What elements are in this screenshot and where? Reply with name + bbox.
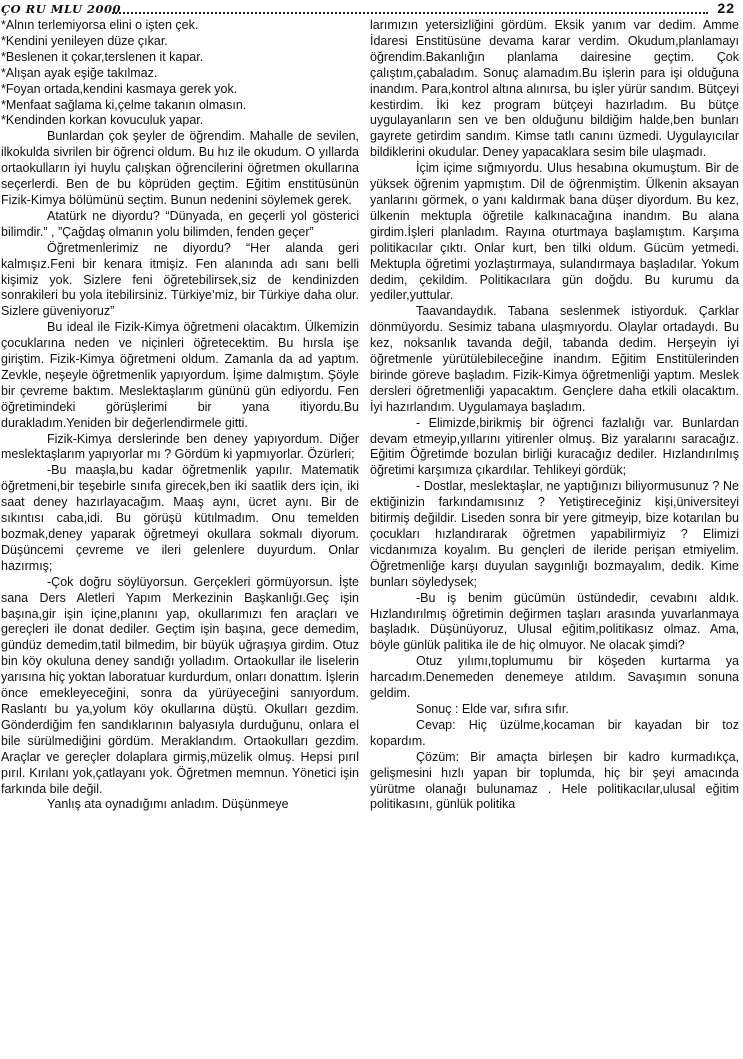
paragraph: Fizik-Kimya derslerinde ben deney yapıyordum. Diğer meslektaşlarım yapıyorlar mı ? Gördüm ki yapmıyorlar. Özürleri; <box>1 431 359 462</box>
paragraph: Bu ideal ile Fizik-Kimya öğretmeni olacaktım. Ülkemizin çocuklarına neden ve niçinleri öğretecektim. Bu hırsla işe giriştim. Fizik-Kimya öğretmeni oldum. Zamanla da ad yaptım. Zevkle, neşeyle öğretmenlik yapıyordum. İşime dalmıştım. Şöyle bir çevreme baktım. Meslektaşlarım gününü gün ediyordu. Fen öğretimindeki görüşlerimi bir yana itiyordu.Bu durakladım.Yeniden bir değerlendirmele gitti. <box>1 320 359 430</box>
page-number: 22 <box>717 0 735 16</box>
paragraph: Taavandaydık. Tabana seslenmek istiyorduk. Çarklar dönmüyordu. Sesimiz tabana ulaşmıyordu. Olaylar ortadaydı. Bu kez, noksanlık tavanda değil, tabanda dedim. Herşeyin iyi öğretmenle yürütülebileceğine inandım. Eğitim Enstitülerinden birinde göreve başladım. Fizik-Kimya öğretmenliği yaptım. Meslek dersleri öğretmenliği yapacaktım. Gençlere daha etkili olacaktım. İyi hazırlandım. Uygulamaya başladım. <box>370 304 739 414</box>
paragraph: *Alışan ayak eşiğe takılmaz. <box>1 65 158 80</box>
paragraph: Yanlış ata oynadığımı anladım. Düşünmeye <box>47 797 289 812</box>
paragraph: Bunlardan çok şeyler de öğrendim. Mahalle de sevilen, ilkokulda sivrilen bir öğrenci oldum. Bu hız ile okudum. O yıllarda ortaokulların iyi huylu çalışkan öğrencilerini öğretmen okullarına seçerlerdi. Ben de bu köprüden geçtim. Eğitim enstitüsünün Fizik-Kimya bölümünü seçtim. Bunun nedenini söylemek gerek. <box>1 129 359 207</box>
paragraph: -Bu iş benim gücümün üstündedir, cevabını aldık. Hızlandırılmış öğretimin değirmen taşları arasında yuvarlanmaya başladık. Düşünüyoruz, Ulusal eğitim,politikasız olmaz. Ama, böyle günlük palitika ile de hiç olmuyor. Ne olacak şimdi? <box>370 590 739 653</box>
paragraph: Öğretmenlerimiz ne diyordu? “Her alanda geri kalmışız.Feni bir kenara itmişiz. Fen alanında adı sanı belli kişimiz yok. Sizlere feni öğretebilirsek,siz de kendinizden sonrakileri bu yola itebilirsiniz. Türkiye’miz, bir Türkiye daha olur. Sizlere güveniyoruz” <box>1 240 359 319</box>
paragraph: Çözüm: Bir amaçta birleşen bir kadro kurmadıkça, gelişmesini hızlı yapan bir toplumda, hiç bir şeyi amacında yürütme olanağı bulunamaz . Hele politikacılar,ulusal eğitim politikasını, günlük politika <box>370 749 739 812</box>
page-header <box>0 0 743 20</box>
paragraph: larımızın yetersizliğini gördüm. Eksik yanım var dedim. Amme İdaresi Enstitüsüne devama karar verdim. Okudum,planlamayı öğrendim.Bakanlığın planlama dairesine geçtim. Çok çalıştım,çabaladım. Sonuç alamadım.Bu işlerin para işi olduğuna inandım. Para,kontrol altına alınırsa, bu işler yürür sandım. Bütçeyi kestirdim. İki kez program bütçeyi hazırladım. Bu bütçe uygulayanların sen ve ben olduğunu bildiğim halde,ben bunları gayrete getirdim sandım. Kimse tatlı canını üzmedi. Uygulayıcılar bildiklerini okudular. Deney yapacaklara sesim bile ulaşmadı. <box>370 18 739 160</box>
left-text-column <box>1 18 359 1058</box>
paragraph: *Alnın terlemiyorsa elini o işten çek. <box>1 18 199 32</box>
magazine-title: ÇO RU MLU 2000 <box>1 2 121 16</box>
paragraph: Otuz yılımı,toplumumu bir köşeden kurtarma ya harcadım.Denemeden denemeye atıldım. Savaşımın sonuna geldim. <box>370 654 739 701</box>
paragraph: -Bu maaşla,bu kadar öğretmenlik yapılır. Matematik öğretmeni,bir teşebirle sınıfa girecek,ben iki saatlik ders için, iki saat deney hazırlayacağım. Maaş aynı, ücret aynı. Bir de sıkıntısı caba,idi. Bu görüşü kütılmadım. Onu temelden bozmak,deney yaparak öğretmeyi okullara sokmalı diyorum. Düşüncemi çevreme ve ileri gelenlere duyurdum. Onlar hazırmış; <box>1 463 359 573</box>
paragraph: İçim içime sığmıyordu. Ulus hesabına okumuştum. Bir de yüksek öğrenim yapmıştım. Dil de öğrenmiştim. Ülkenin aksayan yanlarını görmek, o yanı kaldırmak bana düşer diyordum. Bu kez, ülkenin mektupla öğretile kalkınacağına inandım. Bu alana girdim.İşleri planladım. Rayına oturtmaya başlamıştım. Karşıma politikacılar çıktı. Onlar kurt, ben tilki oldum. Gücüm yetmedi. Mektupla öğretimi yozlaştırmaya, sulandırmaya başladılar. Yokum dedim, çekildim. Politikacılara gün doğdu. Bu kurumu da yediler,yuttular. <box>370 161 739 303</box>
paragraph: -Çok doğru söylüyorsun. Gerçekleri görmüyorsun. İşte sana Ders Aletleri Yapım Merkezinin Başkanlığı.Geç işin başına,gir işin içine,planını yap, okullarımızı fen araçları ve gereçleri ile donat dediler. Geçtim işin başına, gece demedim, gündüz demedim,tatil bilmedim, bir büyük uğraşıya girdim. Otuz bin köy okuluna deney sandığı yolladım. Ortaokullar ile liselerin yarısına hiç yoktan laboratuar kurdurdum, onları donattım. İşlerin önce emekleyeceğini, sonra da yürüyeceğini sanıyordum. Raslantı bu ya,yolum köy okullarına düştü. Okulları gezdim. Gönderdiğim fen sandıklarının balyasıyla durduğunu, onlara el bile sürülmediğini gördüm. Meraklandım. Ortaokulları gezdim. Araçlar ve gereçler dolaplara girmiş,müzelik olmuş. Hepsi pırıl pırıl. Kırılanı yok,çatlayanı yok. Öğretmen memnun. Yönetici işin farkında bile değil. <box>1 574 359 796</box>
paragraph: Cevap: Hiç üzülme,kocaman bir kayadan bir toz kopardım. <box>370 717 739 748</box>
paragraph: *Kendinden korkan kovuculuk yapar. <box>1 113 204 128</box>
paragraph: - Dostlar, meslektaşlar, ne yaptığınızı biliyormusunuz ? Ne ektiğinizin farkındamısınız ? Yetiştireceğiniz kişi,üniversiteyi bitirmiş değildir. Liseden sonra bir yere gitmeyip, bize kotarılan bu çocukları hızlandırarak öğretmen yapabilirmiyiz ? Elimizi vicdanımıza koyalım. Bu gençleri de ileride perişan etmiyelim. Öğretmenliğe karşı duyulan saygınlığı bozmayalım, dedik. Kime bunları söyledysek; <box>370 479 739 589</box>
paragraph: *Kendini yenileyen düze çıkar. <box>1 33 168 48</box>
paragraph: Sonuç : Elde var, sıfıra sıfır. <box>416 701 569 716</box>
paragraph: Atatürk ne diyordu? “Dünyada, en geçerli yol gösterici bilimdir.” , ”Çağdaş olmanın yolu bilimden, fenden geçer” <box>1 208 359 239</box>
right-text-column <box>370 18 739 1058</box>
header-dotted-rule <box>112 12 708 14</box>
paragraph: *Beslenen it çokar,terslenen it kapar. <box>1 49 204 64</box>
paragraph: *Menfaat sağlama ki,çelme takanın olmasın. <box>1 97 247 112</box>
paragraph: - Elimizde,birikmiş bir öğrenci fazlalığı var. Bunlardan devam etmeyip,yıllarını yitirenler olmuş. Biz yaralarını saracağız. Eğitim Öğretimde bozulan birliği kuracağız dediler. Hızlandırılmış öğretimi karşımıza çıkardılar. Tehlikeyi gördük; <box>370 415 739 478</box>
paragraph: *Foyan ortada,kendini kasmaya gerek yok. <box>1 81 238 96</box>
